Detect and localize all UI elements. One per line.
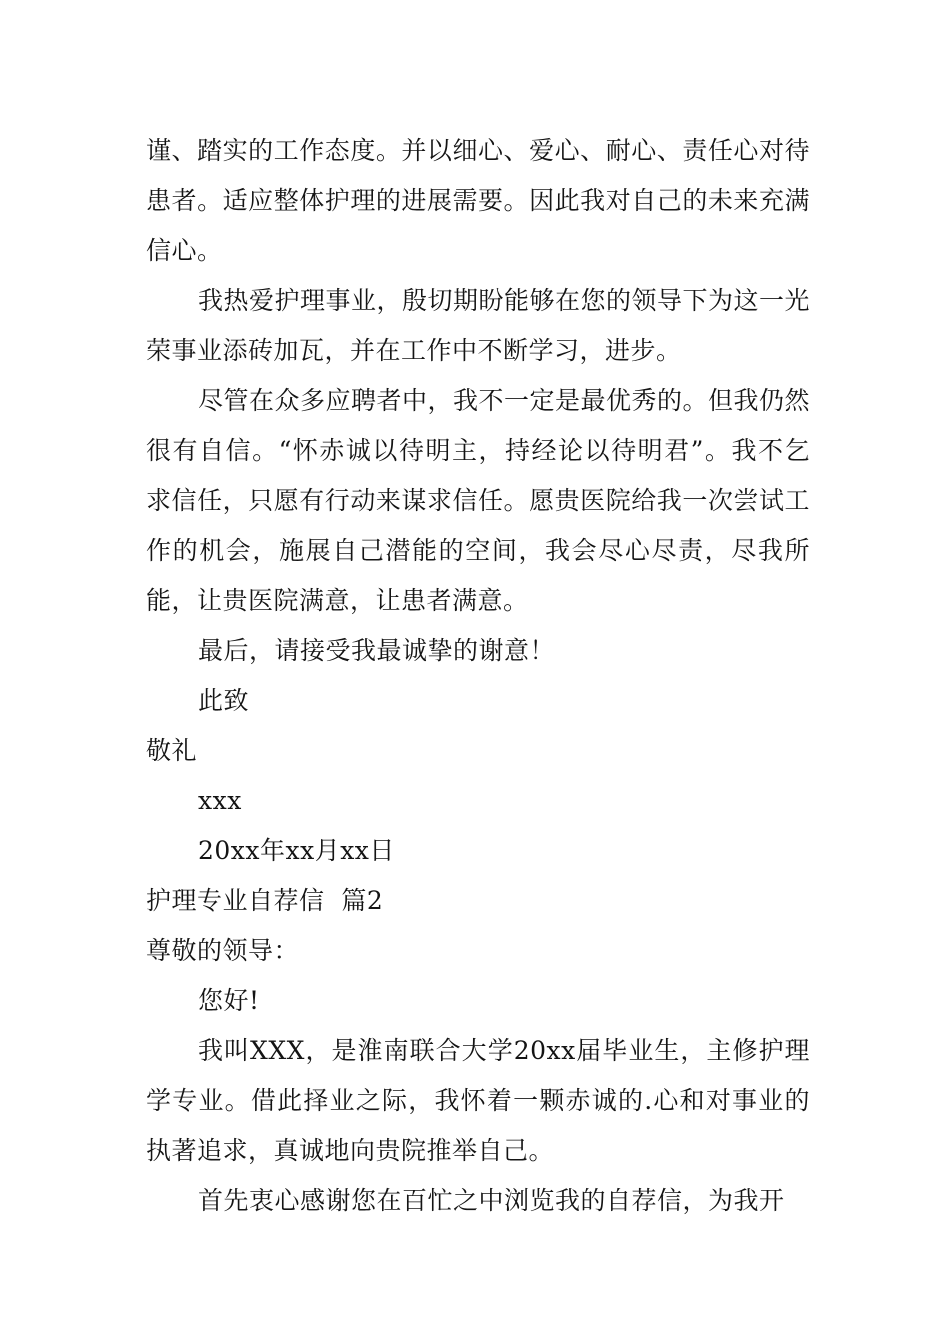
paragraph-gratitude: 首先衷心感谢您在百忙之中浏览我的自荐信，为我开 — [198, 1186, 785, 1215]
document-body — [146, 126, 810, 1226]
paragraph-work-attitude: 谨、踏实的工作态度。并以细心、爱心、耐心、责任心对待患者。适应整体护理的进展需要。因此我对自己的未来充满信心。 — [146, 136, 810, 265]
closing-salutation: 此致 — [198, 686, 250, 715]
greeting-hello: 您好! — [198, 986, 260, 1015]
paragraph-confidence: 尽管在众多应聘者中，我不一定是最优秀的。但我仍然很有自信。“怀赤诚以待明主，持经论以待明君”。我不乞求信任，只愿有行动来谋求信任。愿贵医院给我一次尝试工作的机会，施展自己潜能的空间，我会尽心尽责，尽我所能，让贵医院满意，让患者满意。 — [146, 386, 811, 615]
closing-regards: 敬礼 — [146, 736, 198, 765]
paragraph-love-nursing: 我热爱护理事业，殷切期盼能够在您的领导下为这一光荣事业添砖加瓦，并在工作中不断学习，进步。 — [146, 286, 811, 365]
paragraph-introduction: 我叫XXX，是淮南联合大学20xx届毕业生，主修护理学专业。借此择业之际，我怀着一颗赤诚的.心和对事业的执著追求，真诚地向贵院推举自己。 — [146, 1036, 810, 1165]
signature-name: xxx — [198, 786, 242, 815]
greeting-recipient: 尊敬的领导： — [146, 936, 300, 965]
signature-date: 20xx年xx月xx日 — [198, 836, 395, 865]
paragraph-thanks: 最后，请接受我最诚挚的谢意！ — [198, 636, 556, 665]
section-heading: 护理专业自荐信 篇2 — [146, 886, 384, 915]
